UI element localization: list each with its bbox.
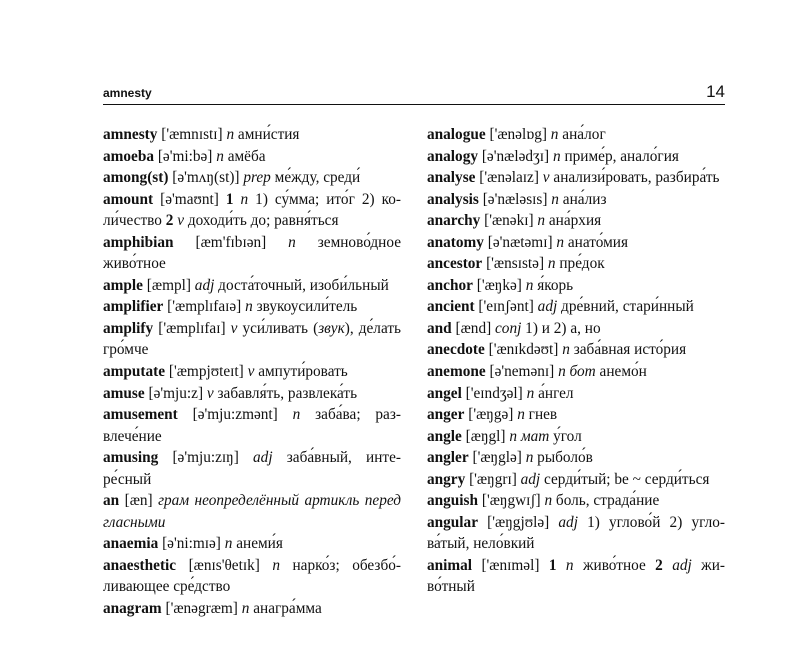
entry-text: звукоусили́тель: [252, 298, 358, 316]
entry-text: [ə'nælədʒɪ]: [481, 147, 553, 165]
grammar-label: v: [206, 384, 214, 402]
grammar-label: n: [565, 556, 574, 574]
grammar-label: грам неопределённый артикль перед гласными: [103, 492, 401, 531]
headword: amphibian: [103, 233, 174, 251]
headword: amount: [103, 190, 154, 208]
headword: ample: [103, 276, 143, 294]
headword: and: [427, 319, 452, 337]
headword: anagram: [103, 600, 162, 618]
entry-text: рыболо́в: [533, 449, 593, 467]
dictionary-entry: [427, 296, 725, 318]
entry-text: [æm'fɪbɪən]: [195, 233, 289, 251]
entry-text: ['æmnɪstɪ]: [161, 126, 227, 143]
entry-text: ['ænəlaɪz]: [479, 169, 543, 187]
grammar-label: adj: [537, 298, 558, 316]
headword: analyse: [427, 169, 476, 187]
grammar-label: n: [556, 233, 565, 251]
headword: anatomy: [427, 233, 484, 251]
grammar-label: n: [552, 147, 561, 165]
dictionary-entry: [427, 339, 725, 361]
entry-text: [556, 557, 565, 574]
grammar-label: n: [525, 449, 534, 467]
entry-text: [ə'mi:bə]: [157, 147, 217, 165]
headword: analogy: [427, 147, 478, 165]
entry-text: доходи́ть до; равня́ться: [184, 212, 339, 230]
entry-text: пре́док: [555, 255, 605, 273]
entry-text: ана́лог: [558, 126, 606, 143]
headword: anger: [427, 406, 465, 424]
entry-text: [ə'mʌŋ(st)]: [172, 169, 244, 187]
entry-text: ['æŋgjʊlə]: [487, 513, 559, 531]
entry-text: заба́ва; развлече́ние: [103, 406, 402, 445]
sense-number: 2: [655, 556, 663, 574]
dictionary-entry: [427, 555, 725, 598]
headword: angler: [427, 449, 469, 467]
dictionary-entry: [427, 275, 725, 297]
page-number: 14: [706, 82, 725, 101]
dictionary-entry: [103, 555, 401, 598]
dictionary-entry: [103, 296, 401, 318]
entry-text: [ə'nætəmɪ]: [487, 233, 557, 251]
dictionary-entry: [427, 469, 725, 491]
grammar-label: n: [547, 255, 556, 273]
dictionary-entry: [427, 447, 725, 469]
dictionary-entry: [427, 253, 725, 275]
headword: anchor: [427, 276, 473, 294]
dictionary-entry: [427, 318, 725, 340]
headword: angry: [427, 470, 466, 488]
grammar-label: v: [247, 363, 255, 381]
entry-text: [ə'ni:mɪə]: [162, 535, 225, 553]
dictionary-entry: [427, 404, 725, 426]
sense-number: 2: [165, 212, 174, 230]
entry-text: доста́точный, изоби́льный: [214, 276, 389, 294]
entry-text: забавля́ть, развлека́ть: [213, 384, 358, 402]
entry-text: серди́тый; be ~ серди́ться: [540, 470, 710, 488]
headword: analogue: [427, 126, 486, 143]
entry-text: заба́вный, интере́сный: [103, 449, 401, 488]
entry-text: приме́р, анало́гия: [560, 147, 679, 165]
entry-text: гнев: [524, 406, 558, 424]
dictionary-entry: [427, 512, 725, 555]
entry-text: ['ænɪkdəʊt]: [488, 341, 563, 359]
dictionary-entry: [103, 146, 401, 168]
entry-text: уси́ливать (: [237, 319, 319, 337]
left-column: [103, 124, 401, 620]
dictionary-entry: [103, 275, 401, 297]
grammar-label: n: [544, 492, 553, 510]
dictionary-entry: [427, 210, 725, 232]
headword: animal: [427, 556, 473, 574]
headword: amusing: [103, 449, 159, 467]
grammar-label: n: [525, 276, 534, 294]
entry-text: а́нгел: [534, 384, 574, 402]
dictionary-entry: [427, 167, 725, 189]
dictionary-entry: [427, 232, 725, 254]
headword: ancient: [427, 298, 475, 316]
entry-text: дре́вний, стари́нный: [557, 298, 694, 316]
grammar-label: n: [526, 384, 535, 402]
grammar-label: n: [288, 233, 296, 251]
entry-text: ['ænəgræm]: [165, 600, 242, 618]
headword: amplifier: [103, 298, 164, 316]
entry-text: ['æŋglə]: [472, 449, 526, 467]
grammar-label: v: [230, 319, 238, 337]
headword: anaemia: [103, 535, 159, 553]
dictionary-entry: [103, 124, 401, 146]
entry-text: [ə'nemənɪ]: [489, 363, 559, 381]
entry-text: я́корь: [533, 276, 574, 294]
entry-text: [ə'mju:z]: [148, 384, 207, 402]
sense-number: 1: [548, 556, 557, 574]
dictionary-entry: [103, 404, 401, 447]
dictionary-entry: [427, 124, 725, 146]
entry-text: [æŋgl]: [465, 427, 510, 445]
entry-text: 1) углово́й 2) углова́тый, нело́вкий: [427, 513, 726, 553]
dictionary-entry: [427, 146, 725, 168]
grammar-label: n: [216, 147, 224, 165]
entry-text: ['æmplɪfaɪ]: [158, 319, 231, 337]
entry-text: заба́вная исто́рия: [569, 341, 687, 359]
entry-text: земново́дное живо́тное: [103, 233, 401, 273]
right-column: [427, 124, 725, 598]
grammar-label: n: [562, 341, 570, 359]
grammar-label: n: [224, 535, 233, 553]
entry-text: анеми́я: [232, 535, 283, 553]
entry-text: 1) су́мма; ито́г 2) коли́чество: [103, 190, 401, 230]
headword: analysis: [427, 190, 479, 208]
dictionary-entry: [103, 189, 401, 232]
dictionary-entry: [103, 232, 401, 275]
headword: amplify: [103, 319, 154, 337]
grammar-label: adj: [194, 276, 215, 294]
entry-text: 1) и 2) а, но: [521, 319, 601, 337]
grammar-label: v: [542, 169, 550, 187]
dictionary-entry: [103, 167, 401, 189]
headword: amoeba: [103, 147, 154, 165]
entry-text: [ænɪs'θetɪk]: [188, 556, 273, 574]
grammar-label: n: [292, 406, 301, 424]
entry-text: [234, 191, 241, 208]
header-rule: [103, 104, 725, 105]
grammar-label: adj: [520, 470, 541, 488]
entry-text: ['eɪnʃənt]: [478, 298, 538, 316]
entry-text: ['æŋgrɪ]: [469, 470, 521, 488]
dictionary-entry: [103, 318, 401, 361]
entry-text: боль, страда́ние: [552, 492, 660, 510]
entry-text: [ə'næləsɪs]: [482, 190, 552, 208]
entry-text: нарко́з; обезбо́ливающее сре́дство: [103, 556, 401, 596]
entry-text: [663, 557, 672, 574]
running-head-word: amnesty: [103, 86, 152, 100]
dictionary-entry: [427, 189, 725, 211]
grammar-label: n: [551, 190, 559, 208]
dictionary-entry: [427, 426, 725, 448]
entry-text: ['ænɪməl]: [481, 556, 549, 574]
headword: among(st): [103, 169, 169, 187]
grammar-label: n бот: [558, 363, 596, 381]
grammar-label: n: [245, 298, 253, 316]
dictionary-entry: [427, 490, 725, 512]
entry-text: живо́тный: [427, 556, 726, 596]
headword: angle: [427, 427, 462, 445]
headword: anaesthetic: [103, 556, 177, 574]
grammar-label: звук: [318, 319, 345, 337]
entry-text: амни́стия: [234, 126, 300, 143]
entry-text: [ə'mju:zmənt]: [192, 406, 293, 424]
dictionary-entry: [103, 533, 401, 555]
dictionary-entry: [103, 383, 401, 405]
headword: anemone: [427, 363, 486, 381]
entry-text: живо́тное: [573, 556, 656, 574]
headword: anguish: [427, 492, 479, 510]
grammar-label: prep: [243, 169, 271, 187]
entry-text: ['æmpjʊteɪt]: [168, 363, 248, 381]
headword: anarchy: [427, 212, 481, 230]
headword: amuse: [103, 384, 145, 402]
entry-text: у́гол: [549, 427, 582, 445]
grammar-label: n: [240, 190, 249, 208]
grammar-label: n: [241, 600, 250, 618]
headword: angular: [427, 513, 478, 531]
sense-number: 1: [225, 190, 234, 208]
entry-text: анемо́н: [595, 363, 647, 381]
headword: anecdote: [427, 341, 485, 359]
grammar-label: n: [550, 126, 559, 143]
entry-text: амёба: [223, 147, 266, 165]
entry-text: ['æŋgə]: [468, 406, 518, 424]
headword: amnesty: [103, 126, 158, 143]
dictionary-entry: [103, 490, 401, 533]
entry-text: [ænd]: [455, 319, 496, 337]
dictionary-entry: [103, 598, 401, 620]
entry-text: ['ænəkɪ]: [484, 212, 538, 230]
entry-text: ['ænsɪstə]: [486, 255, 548, 273]
grammar-label: adj: [672, 556, 692, 574]
headword: amusement: [103, 406, 178, 424]
entry-text: ампути́ровать: [254, 363, 348, 381]
entry-text: [ə'mju:zɪŋ]: [172, 449, 254, 467]
grammar-label: conj: [495, 319, 522, 337]
entry-text: анализи́ровать, разбира́ть: [549, 169, 720, 187]
entry-text: ана́лиз: [558, 190, 607, 208]
grammar-label: adj: [253, 449, 273, 467]
entry-text: ана́рхия: [545, 212, 602, 230]
dictionary-entry: [427, 361, 725, 383]
grammar-label: n: [537, 212, 546, 230]
dictionary-entry: [427, 383, 725, 405]
entry-text: анагра́мма: [249, 600, 322, 618]
entry-text: ['æŋkə]: [476, 276, 526, 294]
entry-text: ['æŋgwɪʃ]: [481, 492, 545, 510]
headword: angel: [427, 384, 462, 402]
headword: an: [103, 492, 120, 510]
grammar-label: n: [272, 556, 280, 574]
grammar-label: n: [226, 126, 235, 143]
entry-text: ['æmplɪfaɪə]: [167, 298, 246, 316]
dictionary-entry: [103, 361, 401, 383]
entry-text: [æn]: [124, 492, 159, 510]
entry-text: ['ænəlɒg]: [489, 126, 551, 143]
headword: ancestor: [427, 255, 483, 273]
entry-text: [æmpl]: [146, 276, 195, 294]
headword: amputate: [103, 363, 166, 381]
dictionary-entry: [103, 447, 401, 490]
grammar-label: n мат: [509, 427, 550, 445]
grammar-label: adj: [558, 513, 578, 531]
running-header: [103, 84, 725, 106]
entry-text: [ə'maʊnt]: [160, 190, 226, 208]
entry-text: ['eɪndʒəl]: [465, 384, 527, 402]
entry-text: анато́мия: [564, 233, 628, 251]
entry-text: ме́жду, среди́: [270, 169, 361, 187]
grammar-label: v: [177, 212, 185, 230]
entry-text: ), де́лать гро́мче: [103, 319, 401, 359]
grammar-label: n: [517, 406, 525, 424]
